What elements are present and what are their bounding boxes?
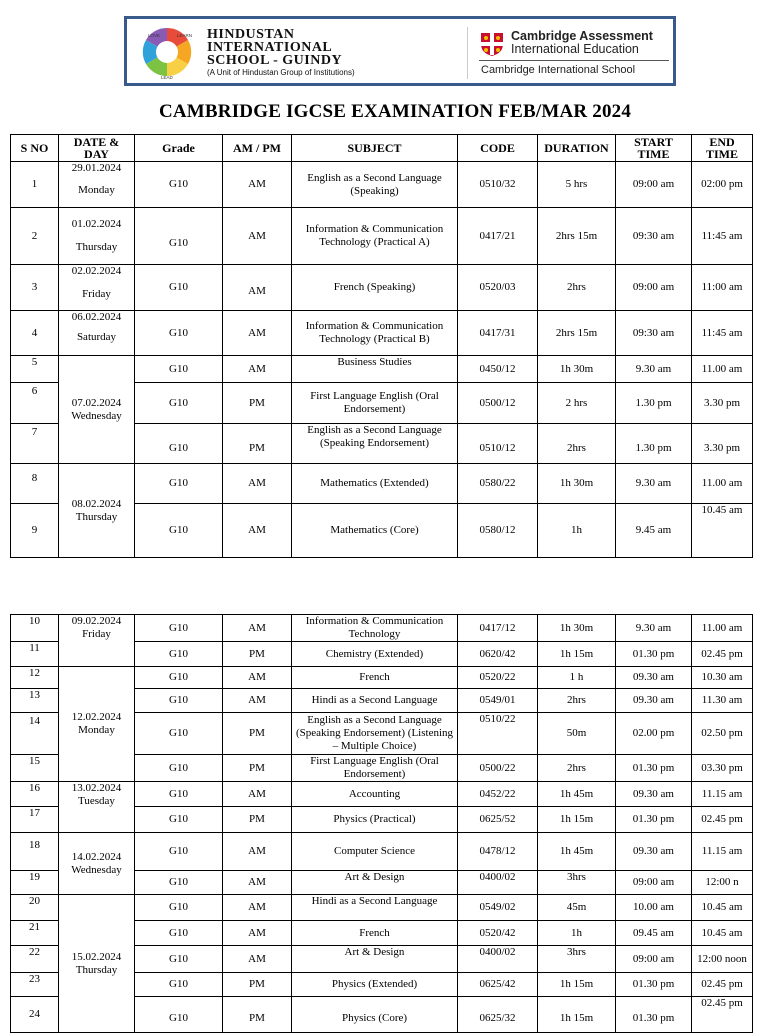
subject: Mathematics (Core) <box>292 504 458 558</box>
subject: English as a Second Language (Speaking Endorsement) (Listening – Multiple Choice) <box>292 713 458 755</box>
start-time: 10.00 am <box>616 895 692 921</box>
subject: Art & Design <box>292 946 458 973</box>
subject: French <box>292 667 458 689</box>
ampm: AM <box>223 615 292 642</box>
end-time: 3.30 pm <box>692 424 753 464</box>
subject: English as a Second Language (Speaking Endorsement) <box>292 424 458 464</box>
date: 02.02.2024 <box>71 265 122 277</box>
ampm: PM <box>223 383 292 424</box>
ampm: AM <box>223 833 292 871</box>
code: 0625/52 <box>458 807 538 833</box>
ampm: PM <box>223 713 292 755</box>
date-day <box>59 464 135 558</box>
grade: G10 <box>135 755 223 782</box>
day: Monday <box>78 724 115 736</box>
date: 12.02.2024 <box>71 711 122 723</box>
grade: G10 <box>135 833 223 871</box>
start-time: 01.30 pm <box>616 997 692 1033</box>
ampm: AM <box>223 871 292 895</box>
duration: 2hrs <box>538 424 616 464</box>
code: 0510/32 <box>458 162 538 208</box>
subject: Computer Science <box>292 833 458 871</box>
table-row <box>11 356 753 383</box>
date: 08.02.2024 <box>71 497 122 510</box>
date: 07.02.2024 <box>71 396 122 409</box>
ampm: AM <box>223 895 292 921</box>
grade: G10 <box>135 871 223 895</box>
end-time: 3.30 pm <box>692 383 753 424</box>
day: Friday <box>82 628 111 640</box>
duration: 1h <box>538 921 616 946</box>
date: 29.01.2024 <box>71 162 122 174</box>
grade: G10 <box>135 265 223 311</box>
ampm: AM <box>223 946 292 973</box>
start-time: 09.30 am <box>616 667 692 689</box>
day: Thursday <box>75 963 118 976</box>
subject: Information & Communication Technology (Practical A) <box>292 208 458 265</box>
date-day <box>59 162 135 208</box>
subject: English as a Second Language (Speaking) <box>292 162 458 208</box>
table-header-row <box>11 135 753 162</box>
ampm: PM <box>223 755 292 782</box>
grade: G10 <box>135 895 223 921</box>
ampm: AM <box>223 265 292 311</box>
subject: Art & Design <box>292 871 458 895</box>
grade: G10 <box>135 713 223 755</box>
end-time: 02.45 pm <box>692 807 753 833</box>
subject: Physics (Core) <box>292 997 458 1033</box>
duration: 1h 45m <box>538 833 616 871</box>
code: 0520/22 <box>458 667 538 689</box>
duration: 1h <box>538 504 616 558</box>
col-header-ampm: AM / PM <box>223 135 292 162</box>
sno: 10 <box>11 615 59 642</box>
col-header-start: START TIME <box>616 135 692 162</box>
start-time: 01.30 pm <box>616 755 692 782</box>
ampm: PM <box>223 997 292 1033</box>
sno: 21 <box>11 921 59 946</box>
sno: 11 <box>11 642 59 667</box>
code: 0417/12 <box>458 615 538 642</box>
duration: 1h 30m <box>538 615 616 642</box>
exam-table-1 <box>10 134 753 558</box>
grade: G10 <box>135 997 223 1033</box>
end-time: 02:00 pm <box>692 162 753 208</box>
date: 15.02.2024 <box>71 950 122 963</box>
code: 0549/02 <box>458 895 538 921</box>
cambridge-line-2: International Education <box>511 42 639 56</box>
code: 0417/31 <box>458 311 538 356</box>
code: 0452/22 <box>458 782 538 807</box>
ampm: PM <box>223 642 292 667</box>
code: 0620/42 <box>458 642 538 667</box>
start-time: 09:00 am <box>616 162 692 208</box>
end-time: 11.15 am <box>692 833 753 871</box>
sno: 8 <box>11 464 59 504</box>
cambridge-line-1: Cambridge Assessment <box>511 29 653 43</box>
duration: 1h 15m <box>538 997 616 1033</box>
date: 01.02.2024 <box>71 218 122 230</box>
ampm: AM <box>223 504 292 558</box>
day: Wednesday <box>71 409 122 422</box>
code: 0510/22 <box>458 713 538 755</box>
code: 0580/22 <box>458 464 538 504</box>
day: Thursday <box>75 241 118 253</box>
table-row <box>11 162 753 208</box>
date-day <box>59 311 135 356</box>
sno: 23 <box>11 973 59 997</box>
duration: 2hrs <box>538 755 616 782</box>
grade: G10 <box>135 667 223 689</box>
start-time: 09.45 am <box>616 921 692 946</box>
logo-word-learn: LEARN <box>177 33 193 38</box>
grade: G10 <box>135 424 223 464</box>
school-name-line-1: HINDUSTAN <box>207 27 295 42</box>
grade: G10 <box>135 162 223 208</box>
end-time: 10.45 am <box>692 895 753 921</box>
start-time: 09:00 am <box>616 871 692 895</box>
header-divider <box>467 27 468 79</box>
col-header-end: END TIME <box>692 135 753 162</box>
duration: 2hrs <box>538 265 616 311</box>
code: 0500/22 <box>458 755 538 782</box>
duration: 1h 15m <box>538 642 616 667</box>
code: 0510/12 <box>458 424 538 464</box>
grade: G10 <box>135 208 223 265</box>
sno: 17 <box>11 807 59 833</box>
col-header-grade: Grade <box>135 135 223 162</box>
col-header-code: CODE <box>458 135 538 162</box>
date-day <box>59 356 135 464</box>
code: 0580/12 <box>458 504 538 558</box>
ampm: AM <box>223 311 292 356</box>
subject: Business Studies <box>292 356 458 383</box>
sno: 15 <box>11 755 59 782</box>
day: Thursday <box>75 510 118 523</box>
table-row <box>11 833 753 871</box>
grade: G10 <box>135 615 223 642</box>
end-time: 10.45 am <box>692 921 753 946</box>
sno: 19 <box>11 871 59 895</box>
date-day <box>59 615 135 667</box>
start-time: 1.30 pm <box>616 424 692 464</box>
end-time: 10.45 am <box>692 504 753 558</box>
ampm: AM <box>223 464 292 504</box>
start-time: 02.00 pm <box>616 713 692 755</box>
start-time: 01.30 pm <box>616 973 692 997</box>
ampm: AM <box>223 921 292 946</box>
start-time: 9.30 am <box>616 615 692 642</box>
start-time: 09:30 am <box>616 311 692 356</box>
sno: 4 <box>11 311 59 356</box>
grade: G10 <box>135 311 223 356</box>
code: 0625/42 <box>458 973 538 997</box>
date-day <box>59 782 135 833</box>
end-time: 11.00 am <box>692 356 753 383</box>
subject: Accounting <box>292 782 458 807</box>
end-time: 11.00 am <box>692 464 753 504</box>
date-day <box>59 208 135 265</box>
table-row <box>11 311 753 356</box>
grade: G10 <box>135 921 223 946</box>
sno: 1 <box>11 162 59 208</box>
duration: 1h 15m <box>538 973 616 997</box>
start-time: 09.30 am <box>616 782 692 807</box>
sno: 7 <box>11 424 59 464</box>
day: Monday <box>78 184 115 196</box>
end-time: 11.00 am <box>692 615 753 642</box>
start-time: 09:00 am <box>616 946 692 973</box>
duration: 2hrs <box>538 689 616 713</box>
start-time: 01.30 pm <box>616 807 692 833</box>
cambridge-shield-icon <box>479 31 505 57</box>
date: 14.02.2024 <box>71 850 122 863</box>
duration: 50m <box>538 713 616 755</box>
subject: First Language English (Oral Endorsement) <box>292 755 458 782</box>
duration: 2hrs 15m <box>538 208 616 265</box>
page-title: CAMBRIDGE IGCSE EXAMINATION FEB/MAR 2024 <box>158 101 632 122</box>
school-name-line-2: INTERNATIONAL <box>207 40 333 55</box>
start-time: 9.45 am <box>616 504 692 558</box>
subject: Physics (Extended) <box>292 973 458 997</box>
date: 06.02.2024 <box>71 311 122 323</box>
table-row <box>11 782 753 807</box>
col-header-date: DATE & DAY <box>59 135 135 162</box>
cambridge-school-label: Cambridge International School <box>481 64 636 76</box>
end-time: 02.45 pm <box>692 642 753 667</box>
ampm: AM <box>223 356 292 383</box>
day: Wednesday <box>71 863 122 876</box>
end-time: 12:00 noon <box>692 946 753 973</box>
grade: G10 <box>135 807 223 833</box>
subject: Mathematics (Extended) <box>292 464 458 504</box>
ampm: PM <box>223 807 292 833</box>
sno: 13 <box>11 689 59 713</box>
sno: 22 <box>11 946 59 973</box>
sno: 3 <box>11 265 59 311</box>
code: 0549/01 <box>458 689 538 713</box>
grade: G10 <box>135 383 223 424</box>
end-time: 11.30 am <box>692 689 753 713</box>
sno: 5 <box>11 356 59 383</box>
day: Saturday <box>76 331 117 343</box>
col-header-duration: DURATION <box>538 135 616 162</box>
table-row <box>11 895 753 921</box>
grade: G10 <box>135 464 223 504</box>
start-time: 9.30 am <box>616 356 692 383</box>
ampm: AM <box>223 667 292 689</box>
school-logo-icon <box>139 24 195 80</box>
grade: G10 <box>135 689 223 713</box>
duration: 45m <box>538 895 616 921</box>
code: 0625/32 <box>458 997 538 1033</box>
end-time: 11:00 am <box>692 265 753 311</box>
duration: 1h 45m <box>538 782 616 807</box>
duration: 1h 30m <box>538 356 616 383</box>
grade: G10 <box>135 946 223 973</box>
ampm: AM <box>223 782 292 807</box>
end-time: 11:45 am <box>692 208 753 265</box>
sno: 12 <box>11 667 59 689</box>
day: Friday <box>82 288 111 300</box>
start-time: 09.30 am <box>616 833 692 871</box>
logo-word-lead: LEAD <box>161 75 173 80</box>
col-header-sno: S NO <box>11 135 59 162</box>
table-row <box>11 667 753 689</box>
duration: 2hrs 15m <box>538 311 616 356</box>
school-subtitle: (A Unit of Hindustan Group of Institutions) <box>207 68 355 77</box>
end-time: 11:45 am <box>692 311 753 356</box>
date-day <box>59 265 135 311</box>
cambridge-rule <box>479 60 669 61</box>
code: 0400/02 <box>458 946 538 973</box>
subject: First Language English (Oral Endorsement) <box>292 383 458 424</box>
subject: Hindi as a Second Language <box>292 895 458 921</box>
col-header-subject: SUBJECT <box>292 135 458 162</box>
grade: G10 <box>135 356 223 383</box>
date-day <box>59 667 135 782</box>
start-time: 01.30 pm <box>616 642 692 667</box>
date-day <box>59 833 135 895</box>
code: 0478/12 <box>458 833 538 871</box>
duration: 1 h <box>538 667 616 689</box>
table-row <box>11 615 753 642</box>
sno: 18 <box>11 833 59 871</box>
duration: 2 hrs <box>538 383 616 424</box>
ampm: AM <box>223 689 292 713</box>
ampm: AM <box>223 208 292 265</box>
subject: Hindi as a Second Language <box>292 689 458 713</box>
start-time: 09:30 am <box>616 208 692 265</box>
table-row <box>11 208 753 265</box>
duration: 3hrs <box>538 871 616 895</box>
start-time: 9.30 am <box>616 464 692 504</box>
end-time: 03.30 pm <box>692 755 753 782</box>
subject: French <box>292 921 458 946</box>
end-time: 02.45 pm <box>692 973 753 997</box>
end-time: 10.30 am <box>692 667 753 689</box>
grade: G10 <box>135 642 223 667</box>
cambridge-name-block <box>511 30 653 56</box>
sno: 9 <box>11 504 59 558</box>
duration: 5 hrs <box>538 162 616 208</box>
date: 09.02.2024 <box>71 615 122 627</box>
grade: G10 <box>135 973 223 997</box>
sno: 20 <box>11 895 59 921</box>
subject: French (Speaking) <box>292 265 458 311</box>
code: 0520/42 <box>458 921 538 946</box>
code: 0520/03 <box>458 265 538 311</box>
end-time: 02.50 pm <box>692 713 753 755</box>
date-day <box>59 895 135 1033</box>
duration: 1h 30m <box>538 464 616 504</box>
end-time: 02.45 pm <box>692 997 753 1033</box>
sno: 24 <box>11 997 59 1033</box>
day: Tuesday <box>78 795 115 807</box>
subject: Chemistry (Extended) <box>292 642 458 667</box>
logo-word-love: LOVE <box>148 33 161 38</box>
duration: 1h 15m <box>538 807 616 833</box>
ampm: PM <box>223 424 292 464</box>
grade: G10 <box>135 504 223 558</box>
end-time: 12:00 n <box>692 871 753 895</box>
code: 0450/12 <box>458 356 538 383</box>
start-time: 09:00 am <box>616 265 692 311</box>
subject: Information & Communication Technology (Practical B) <box>292 311 458 356</box>
header-banner <box>124 16 676 86</box>
sno: 6 <box>11 383 59 424</box>
code: 0500/12 <box>458 383 538 424</box>
sno: 2 <box>11 208 59 265</box>
table-row <box>11 265 753 311</box>
sno: 16 <box>11 782 59 807</box>
subject: Physics (Practical) <box>292 807 458 833</box>
table-row <box>11 464 753 504</box>
grade: G10 <box>135 782 223 807</box>
subject: Information & Communication Technology <box>292 615 458 642</box>
date: 13.02.2024 <box>71 782 122 794</box>
end-time: 11.15 am <box>692 782 753 807</box>
ampm: AM <box>223 162 292 208</box>
school-name-line-3: SCHOOL - GUINDY <box>207 53 343 68</box>
start-time: 09.30 am <box>616 689 692 713</box>
sno: 14 <box>11 713 59 755</box>
school-name-block <box>207 28 355 78</box>
code: 0400/02 <box>458 871 538 895</box>
exam-table-2 <box>10 614 753 1033</box>
duration: 3hrs <box>538 946 616 973</box>
code: 0417/21 <box>458 208 538 265</box>
ampm: PM <box>223 973 292 997</box>
start-time: 1.30 pm <box>616 383 692 424</box>
